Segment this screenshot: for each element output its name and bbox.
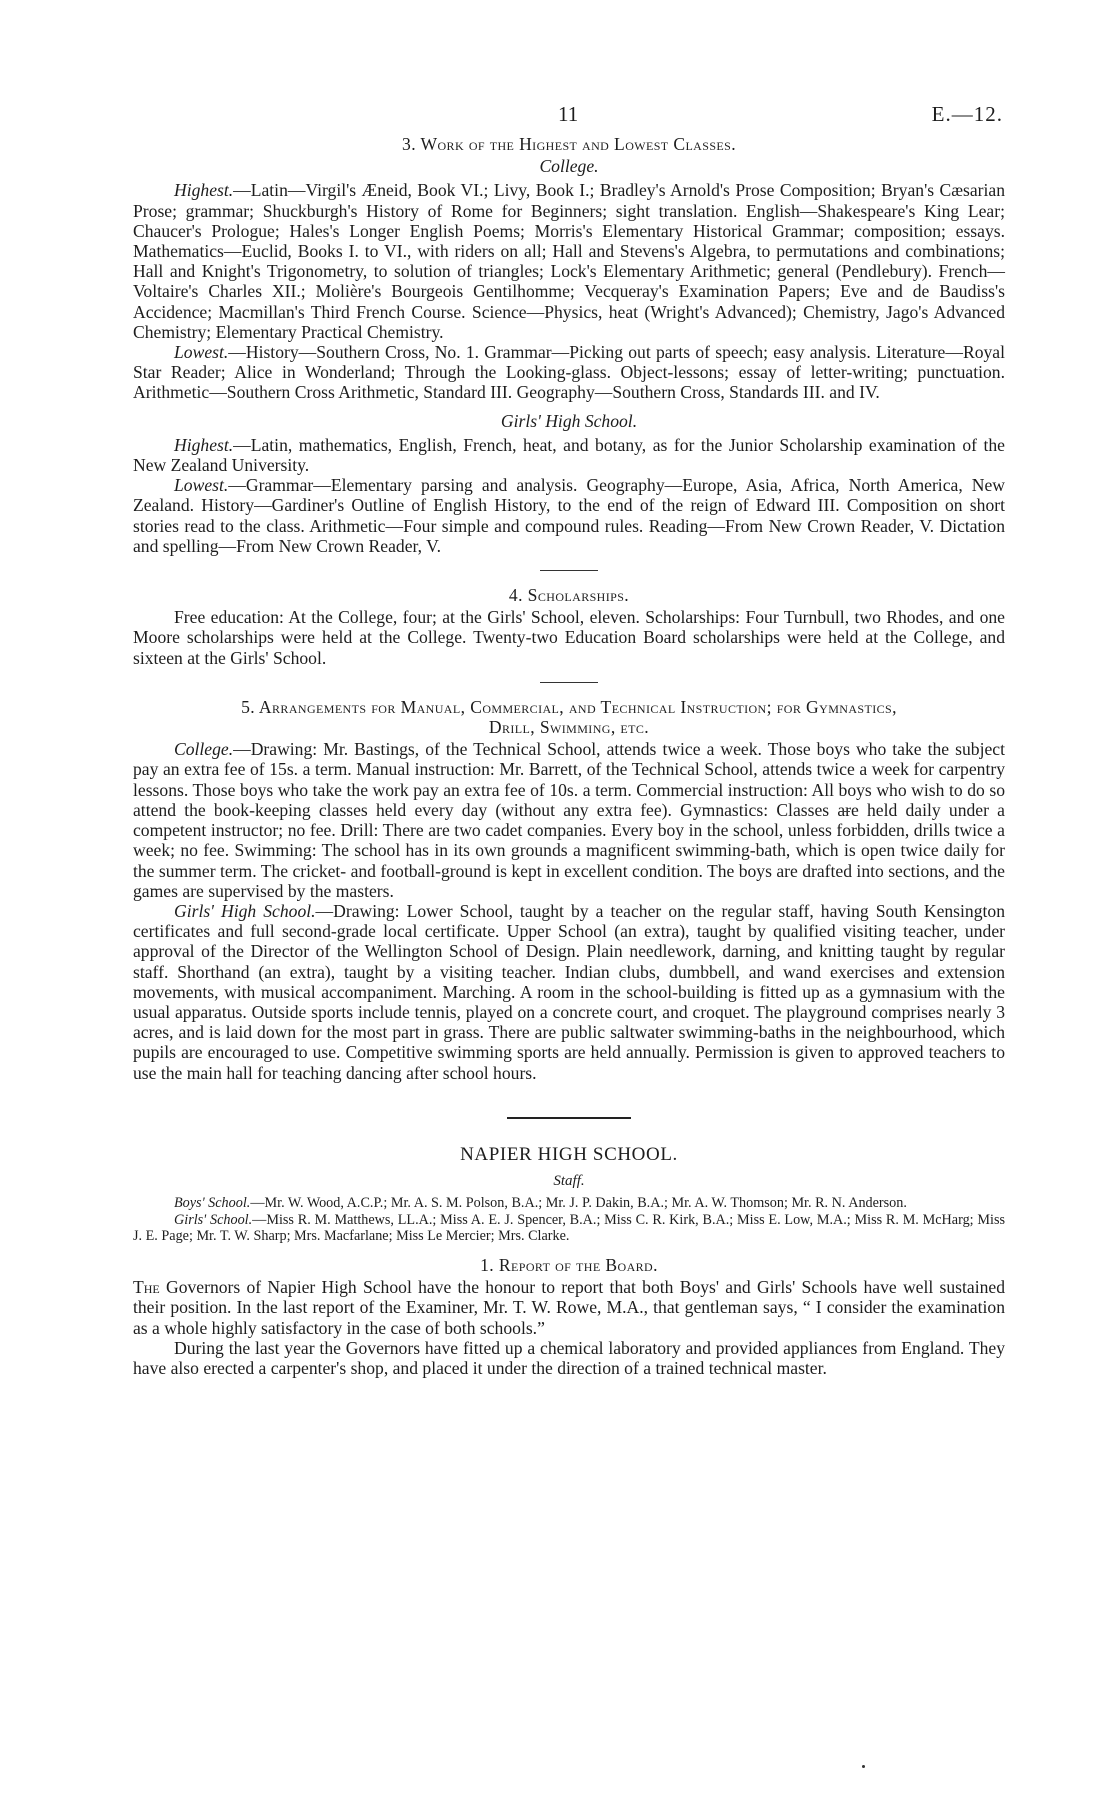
girls-staff-paragraph	[133, 1212, 1005, 1245]
college-arrangements-text: —Drawing: Mr. Bastings, of the Technical School, attends twice a week. Those boys who take the subject pay an extra fee of 15s. a term. Manual instruction: Mr. Barrett, of the Technical School, attends twice a week for carpentry lessons. Those boys who take the work pay an extra fee of 10s. a term. Commercial instruction: All boys who wish to do so attend the book-keeping classes held every day (without any extra fee). Gymnastics: Classes are held daily under a competent instructor; no fee. Drill: There are two cadet companies. Every boy in the school, unless forbidden, drills twice a week; no fee. Swimming: The school has in its own grounds a magnificent swimming-bath, which is open twice daily for the summer term. The cricket- and football-ground is kept in excellent condition. The boys are drafted into sections, and the games are supervised by the masters.	[133, 739, 1005, 901]
report-paragraph-1-text: Governors of Napier High School have the honour to report that both Boys' and Girls' Schools have well sustained their position. In the last report of the Examiner, Mr. T. W. Rowe, M.A., that gentleman says, “ I consider the examination as a whole highly satisfactory in the case of both schools.”	[133, 1277, 1005, 1338]
report-heading: 1. Report of the Board.	[480, 1254, 658, 1275]
girls-arrangements-text: —Drawing: Lower School, taught by a teacher on the regular staff, having South Kensington certificates and full second-grade local certificate. Upper School (an extra), taught by qualified visiting teacher, under approval of the Director of the Wellington School of Design. Plain needlework, darning, and knitting taught by regular staff. Shorthand (an extra), taught by a visiting teacher. Indian clubs, dumbbell, and wand exercises and extension movements, with musical accompaniment. Marching. A room in the school-building is fitted up as a gymnasium with the usual apparatus. Outside sports include tennis, played on a concrete court, and croquet. The playground comprises nearly 3 acres, and is laid down for the most part in grass. There are public saltwater swimming-baths in the neighbourhood, which pupils are encouraged to use. Competitive swimming sports are held annually. Permission is given to approved teachers to use the main hall for teaching dancing after school hours.	[133, 900, 1005, 1083]
school-divider	[507, 1117, 631, 1119]
college-highest-paragraph	[133, 180, 1005, 342]
college-highest-lead: Highest.	[174, 180, 234, 201]
section-divider	[540, 682, 598, 683]
stray-dot	[862, 1765, 865, 1768]
section-3-heading: 3. Work of the Highest and Lowest Classes.	[402, 134, 736, 154]
staff-list	[133, 1195, 1005, 1245]
college-arrangements-lead: College.	[174, 739, 234, 760]
girls-lowest-lead: Lowest.	[174, 475, 229, 496]
report-paragraph-1	[133, 1277, 1005, 1338]
document-page	[133, 100, 1005, 1378]
girls-lowest-paragraph	[133, 475, 1005, 556]
girls-staff-lead: Girls' School.	[174, 1211, 253, 1228]
report-initial-word: The	[133, 1277, 160, 1298]
section-5-heading-line-1: 5. Arrangements for Manual, Commercial, and Technical Instruction; for Gymnastics,	[241, 696, 897, 717]
document-reference: E.—12.	[931, 102, 1003, 126]
staff-subheading: Staff.	[553, 1172, 585, 1189]
college-arrangements-paragraph	[133, 739, 1005, 901]
section-5-heading-line-2: Drill, Swimming, etc.	[488, 717, 650, 738]
stray-mark	[840, 811, 850, 812]
girls-highest-text: —Latin, mathematics, English, French, heat, and botany, as for the Junior Scholarship examination of the New Zealand University.	[133, 434, 1005, 476]
page-number: 11	[558, 102, 579, 126]
section-4-heading: 4. Scholarships.	[508, 585, 630, 606]
boys-staff-paragraph	[133, 1195, 1005, 1212]
girls-high-school-subheading: Girls' High School.	[500, 410, 638, 431]
report-paragraph-2: During the last year the Governors have fitted up a chemical laboratory and provided appliances from England. They have also erected a carpenter's shop, and placed it under the direction of a trained technical master.	[133, 1337, 1005, 1378]
college-lowest-paragraph	[133, 342, 1005, 403]
girls-highest-paragraph	[133, 435, 1005, 475]
girls-arrangements-paragraph	[133, 901, 1005, 1083]
college-lowest-text: —History—Southern Cross, No. 1. Grammar—Picking out parts of speech; easy analysis. Literature—Royal Star Reader; Alice in Wonderland; Through the Looking-glass. Object-lessons; essay of letter-writing; punctuation. Arithmetic—Southern Cross Arithmetic, Standard III. Geography—Southern Cross, Standards III. and IV.	[133, 342, 1005, 403]
section-divider	[540, 570, 598, 571]
running-header	[133, 100, 1005, 134]
college-highest-text: —Latin—Virgil's Æneid, Book VI.; Livy, Book I.; Bradley's Arnold's Prose Composition; Bryan's Cæsarian Prose; grammar; Shuckburgh's History of Rome for Beginners; sight translation. English—Shakespeare's King Lear; Chaucer's Prologue; Hales's Longer English Poems; Morris's Elementary Historical Grammar; composition; essays. Mathematics—Euclid, Books I. to VI., with riders on all; Hall and Stevens's Algebra, to permutations and combinations; Hall and Knight's Trigonometry, to solution of triangles; Lock's Elementary Arithmetic; general (Pendlebury). French—Voltaire's Charles XII.; Molière's Bourgeois Gentilhomme; Vecqueray's Examination Papers; Eve and de Baudiss's Accidence; Macmillan's Third French Course. Science—Physics, heat (Wright's Advanced); Chemistry, Jago's Advanced Chemistry; Elementary Practical Chemistry.	[133, 180, 1005, 342]
girls-staff-text: —Miss R. M. Matthews, LL.A.; Miss A. E. J. Spencer, B.A.; Miss C. R. Kirk, B.A.; Miss E. Low, M.A.; Miss R. M. McHarg; Miss J. E. Page; Mr. T. W. Sharp; Mrs. Macfarlane; Miss Le Mercier; Mrs. Clarke.	[133, 1211, 1005, 1245]
girls-arrangements-lead: Girls' High School.	[174, 900, 316, 921]
college-lowest-lead: Lowest.	[174, 342, 229, 363]
college-subheading: College.	[539, 156, 599, 177]
girls-lowest-text: —Grammar—Elementary parsing and analysis. Geography—Europe, Asia, Africa, North America, New Zealand. History—Gardiner's Outline of English History, to the end of the reign of Edward III. Composition on short stories read to the class. Arithmetic—Four simple and compound rules. Reading—From New Crown Reader, V. Dictation and spelling—From New Crown Reader, V.	[133, 475, 1005, 556]
boys-staff-lead: Boys' School.	[174, 1195, 251, 1212]
scholarships-paragraph: Free education: At the College, four; at the Girls' School, eleven. Scholarships: Four Turnbull, two Rhodes, and one Moore scholarships were held at the College. Twenty-two Education Board scholarships were held at the College, and sixteen at the Girls' School.	[133, 607, 1005, 668]
girls-highest-lead: Highest.	[174, 434, 234, 455]
napier-title: NAPIER HIGH SCHOOL.	[460, 1143, 678, 1165]
boys-staff-text: —Mr. W. Wood, A.C.P.; Mr. A. S. M. Polson, B.A.; Mr. J. P. Dakin, B.A.; Mr. A. W. Thomson; Mr. R. N. Anderson.	[250, 1195, 907, 1212]
